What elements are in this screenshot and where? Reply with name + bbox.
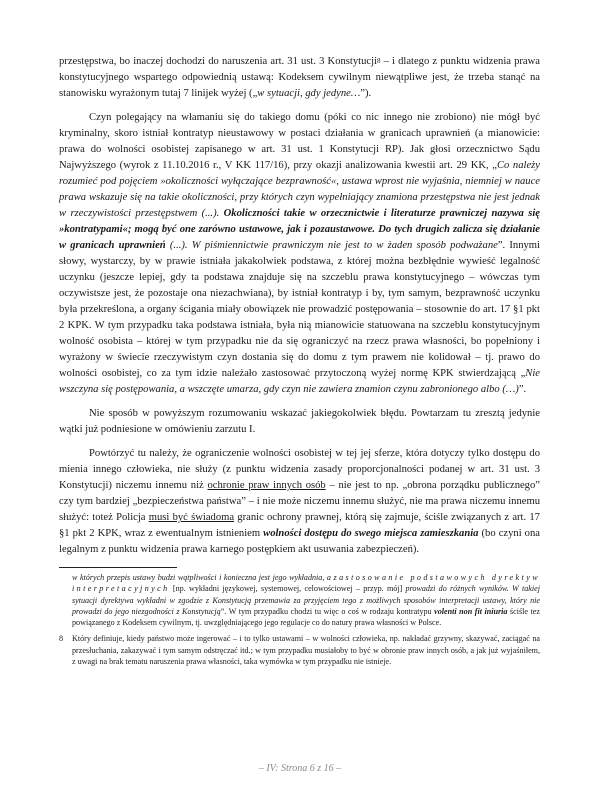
footnotes [59,572,540,667]
text-run: prowadzi do różnych wyników. W takiej sytuacji dyrektywa wykładni w zgodzie z Konstytucją przemawia za przyjęciem tego z możliwych sposobów interpretacji ustawy, który nie prowadzi do jego niezgodności z Konstytucją [72,584,540,616]
text-run: Co należy rozumieć pod pojęciem »okoliczności wyłączające bezprawność«, ustawa wprost nie wyjaśnia, niemniej w nauce prawa wskazuje się na takie okoliczności, przy których czyn wypełniający znamiona przestępstwa nie jest jednak w rzeczywistości przestępstwem (...). [59,160,540,219]
text-run: zastosowanie podstawowych dyrektyw interpretacyjnych [72,573,540,594]
text-run: w których przepis ustawy budzi wątpliwości i konieczna jest jego wykładnia, a [72,573,334,582]
text-run: w sytuacji, gdy jedyne… [257,88,361,99]
text-run: ściśle tez powiązanego z Kodeksem cywilnym, tj. uwzględniającego jego regulacje co do natury prawa własności w Polsce. [72,606,540,628]
text-run: ”. W tym przypadku chodzi tu więc o coś w rodzaju kontratypu [220,606,435,616]
text-run: [np. wykładni językowej, systemowej, celowościowej – przyp. mój] [169,584,406,594]
paragraph [59,406,540,438]
text-run: ochronie praw innych osób [207,480,326,491]
footnote-ref: 8 [377,57,381,65]
text-run: Czyn polegający na włamaniu się do takiego domu (póki co nic innego nie zrobiono) nie mógł być kryminalny, skoro istniał kontratyp nieustawowy w postaci działania w granicach uprawnień (a mianowicie: prawa do wolności osobistej zapisanego w art. 31 ust. 1 Konstytucji RP). Jak głosi orzecznictwo Sądu Najwyższego (wyrok z 11.10.2016 r., V KK 117/16), przy okazji analizowania kwestii art. 29 KK, „ [59,112,540,171]
footnote [59,572,540,628]
document-body [59,54,540,558]
text-run: ”. Innymi słowy, wystarczy, by w prawie istniała jakakolwiek podstawa, z której można bezbłędnie wywieść legalność uczynku (jeszcze lepiej, gdy ta podstawa znajduje się na szczeblu prawa konstytucyjnego – wówczas tym oczywistsze jest, że pozostaje ona niezachwiana), by istniał kontratyp i by, tym samym, bezprawność uczynku była przekreślona, a organy ścigania miały obowiązek nie prowadzić postępowania – stosownie do art. 17 §1 pkt 2 KPK. W tym przypadku taka podstawa istniała, była nią mianowicie statuowana na szczeblu konstytucyjnym wolność osobista – której w tym przypadku nie da się ograniczyć na rzecz prawa własności, bo popełniony i wyrażony w świecie rzeczywistym czyn dostania się do domu z tym prawem nie kolidował – tj. prawo do wolności osobistej, co za tym idzie należało zastosować przytoczoną wyżej normę KPK stwierdzającą „ [59,240,540,379]
text-run: Który definiuje, kiedy państwo może ingerować – i to tylko ustawami – w wolności człowieka, np. nakładać grzywny, skazywać, zaciągać na przesłuchania, zakazywać i tym samym odstręczać itd.; w tym przypadku musiałoby to być w obronie praw innych osób, a jak już wyjaśniłem, z uwagi na brak tematu naruszenia prawa własności, taka wymówka w tym przypadku nie istnieje. [72,634,540,667]
text-run: (...). W piśmiennictwie prawniczym nie jest to w żaden sposób podważane [165,240,498,251]
text-run: – nie jest to np. „obrona porządku publicznego” czy tym bardziej „bezpieczeństwa państwa” – i nie może niczemu innemu służyć, nie ma prawa niczemu innemu służyć: toteż Policja [59,480,540,523]
text-run: Powtórzyć tu należy, że ograniczenie wolności osobistej w tej jej sferze, która dotyczy tylko dostępu do mienia innego człowieka, nie służy (z punktu widzenia zasady proporcjonalności podanej w art. 31 ust. 3 Konstytucji) niczemu innemu niż [59,448,540,491]
text-run: ”). [360,88,372,99]
text-run: (bo czyni ona legalnym z punktu widzenia prawa karnego postępkiem akt usuwania zabezpieczeń). [59,528,540,555]
page-footer: – IV: Strona 6 z 16 – [258,763,342,774]
text-run: Nie sposób w powyższym rozumowaniu wskazać jakiegokolwiek błędu. Powtarzam tu zresztą jedynie wątki już podniesione w omówieniu zarzutu I. [59,408,540,435]
footnote-text [59,572,540,628]
paragraph [59,54,540,102]
text-run: – i dlatego z punktu widzenia prawa konstytucyjnego wspartego odpowiednią ustawą: Kodeksem cywilnym niewątpliwe jest, że trzeba stanąć na stanowisku wyrażonym tutaj 7 linijek wyżej („ [59,56,540,99]
footnote [59,633,540,667]
document-page [59,54,540,667]
text-run: volenti non fit iniuria [434,606,508,616]
text-run: granic ochrony prawnej, którą się zajmuje, ściśle związanych z art. 17 §1 pkt 2 KPK, wraz z ewentualnym istnieniem [59,512,540,539]
paragraph [59,110,540,398]
footnote-separator [59,567,177,568]
text-run: Okoliczności takie w orzecznictwie i literaturze prawniczej nazywa się »kontratypami«; mogą być one zarówno ustawowe, jak i pozaustawowe. Do tych drugich zalicza się działanie w granicach uprawnień [59,208,540,251]
paragraph [59,446,540,558]
text-run: musi być świadoma [148,512,235,523]
text-run: przestępstwa, bo inaczej dochodzi do naruszenia art. 31 ust. 3 Konstytucji [59,56,377,67]
text-run: Nie wszczyna się postępowania, a wszczęte umarza, gdy czyn nie zawiera znamion czynu zabronionego albo (…) [59,368,540,395]
footnote-text [72,633,540,667]
text-run: ”. [518,384,527,395]
text-run: wolności dostępu do swego miejsca zamieszkania [263,528,479,539]
footnote-number: 8 [59,634,64,644]
